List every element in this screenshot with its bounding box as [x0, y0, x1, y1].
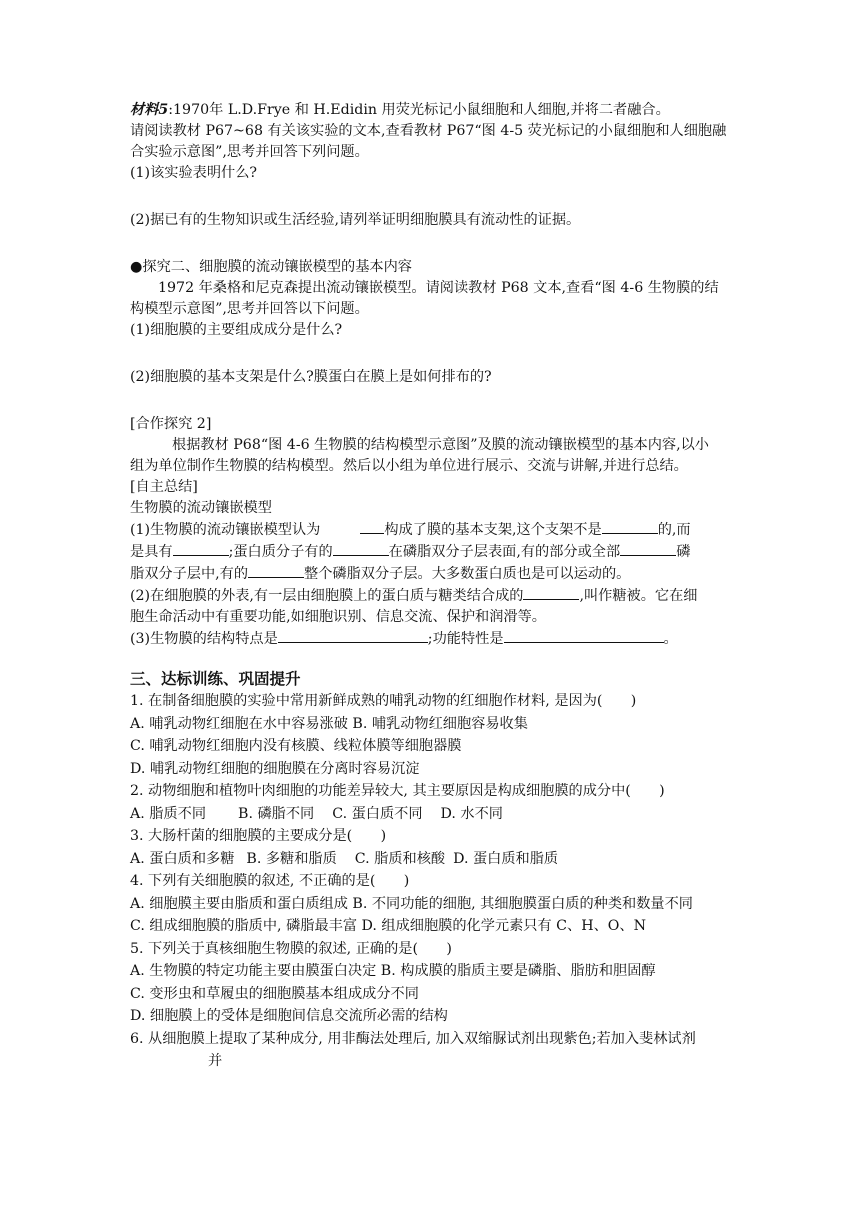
question-5-option-c: C. 变形虫和草履虫的细胞膜基本组成成分不同	[130, 985, 419, 1002]
summary-text: 。	[663, 631, 678, 647]
option: A. 蛋白质和多糖	[130, 850, 235, 867]
option: C. 脂质和核酸	[354, 850, 446, 867]
option: C. 蛋白质不同	[332, 805, 423, 822]
question-2-options	[130, 803, 732, 826]
question-3-options	[130, 848, 732, 871]
explore2-intro-2: 构模型示意图”,思考并回答以下问题。	[130, 301, 369, 317]
option: B. 磷脂不同	[238, 805, 315, 822]
option: B. 多糖和脂质	[246, 850, 337, 867]
fill-blank[interactable]	[248, 563, 304, 578]
fill-blank[interactable]	[602, 519, 658, 534]
summary-text: ;蛋白质分子有的	[228, 544, 333, 560]
summary-text: 脂双分子层中,有的	[130, 566, 249, 582]
summary-subtitle: 生物膜的流动镶嵌模型	[130, 500, 272, 516]
question-5-option-ab: A. 生物膜的特定功能主要由膜蛋白决定 B. 构成膜的脂质主要是磷脂、脂肪和胆固醇	[130, 963, 656, 979]
material5-text: :1970年 L.D.Frye 和 H.Edidin 用荧光标记小鼠细胞和人细胞,并将二者融合。	[168, 102, 670, 118]
fill-blank[interactable]	[523, 585, 579, 600]
fill-blank[interactable]	[278, 628, 428, 643]
question-5: 5. 下列关于真核细胞生物膜的叙述, 正确的是( )	[130, 940, 452, 957]
explore2-intro-1: 1972 年桑格和尼克森提出流动镶嵌模型。请阅读教材 P68 文本,查看“图 4-6 生物膜的结	[158, 280, 719, 296]
section3-title: 三、达标训练、巩固提升	[130, 670, 301, 688]
question-5-option-d: D. 细胞膜上的受体是细胞间信息交流所必需的结构	[130, 1008, 448, 1024]
material5-instruction-1: 请阅读教材 P67~68 有关该实验的文本,查看教材 P67“图 4-5 荧光标记的小鼠细胞和人细胞融	[130, 123, 727, 139]
summary-text: ;功能特性是	[427, 631, 504, 647]
coop-line-2: 组为单位制作生物膜的结构模型。然后以小组为单位进行展示、交流与讲解,并进行总结。	[130, 458, 688, 474]
summary-text: 磷	[676, 544, 691, 560]
fill-blank[interactable]	[333, 541, 389, 556]
fill-blank[interactable]	[620, 541, 676, 556]
summary-text: ,叫作糖被。它在细	[579, 588, 698, 604]
summary-text: (3)生物膜的结构特点是	[130, 631, 278, 647]
summary-text: (2)在细胞膜的外表,有一层由细胞膜上的蛋白质与糖类结合成的	[130, 588, 524, 604]
summary-text: (1)生物膜的流动镶嵌模型认为	[130, 522, 321, 538]
summary-text: 整个磷脂双分子层。大多数蛋白质也是可以运动的。	[304, 566, 631, 582]
summary-line-1	[130, 519, 732, 541]
question-1-option-ab: A. 哺乳动物红细胞在水中容易涨破 B. 哺乳动物红细胞容易收集	[130, 715, 528, 732]
summary-text: 是具有	[130, 544, 173, 560]
explore2-question-1: (1)细胞膜的主要组成成分是什么?	[130, 322, 343, 338]
summary-line-3	[130, 563, 732, 585]
question-1: 1. 在制备细胞膜的实验中常用新鲜成熟的哺乳动物的红细胞作材料, 是因为( )	[130, 693, 637, 709]
summary-line-4	[130, 585, 732, 607]
question-4: 4. 下列有关细胞膜的叙述, 不正确的是( )	[130, 873, 410, 889]
material5-question-1: (1)该实验表明什么?	[130, 165, 258, 181]
question-4-option-cd: C. 组成细胞膜的脂质中, 磷脂最丰富 D. 组成细胞膜的化学元素只有 C、H、O、N	[130, 918, 647, 934]
fill-blank[interactable]	[173, 541, 229, 556]
question-1-option-c: C. 哺乳动物红细胞内没有核膜、线粒体膜等细胞器膜	[130, 738, 462, 754]
material5-instruction-2: 合实验示意图”,思考并回答下列问题。	[130, 144, 369, 160]
explore2-question-2: (2)细胞膜的基本支架是什么?膜蛋白在膜上是如何排布的?	[130, 369, 492, 385]
question-6-continuation: 并	[208, 1053, 223, 1069]
fill-blank[interactable]	[360, 519, 384, 534]
material5-label: 材料5	[130, 102, 169, 118]
coop-line-1: 根据教材 P68“图 4-6 生物膜的结构模型示意图”及膜的流动镶嵌模型的基本内容,以小	[172, 437, 709, 453]
material5-line	[130, 100, 732, 121]
option: D. 蛋白质和脂质	[453, 850, 559, 867]
summary-text: 的,而	[657, 522, 691, 538]
summary-text: 构成了膜的基本支架,这个支架不是	[384, 522, 602, 538]
question-1-option-d: D. 哺乳动物红细胞的细胞膜在分离时容易沉淀	[130, 760, 420, 777]
summary-line-5: 胞生命活动中有重要功能,如细胞识别、信息交流、保护和润滑等。	[130, 609, 546, 625]
option: A. 脂质不同	[130, 805, 207, 822]
summary-line-2	[130, 541, 732, 563]
material5-question-2: (2)据已有的生物知识或生活经验,请列举证明细胞膜具有流动性的证据。	[130, 212, 581, 228]
summary-text: 在磷脂双分子层表面,有的部分或全部	[388, 544, 621, 560]
document-content	[130, 100, 732, 1073]
question-2: 2. 动物细胞和植物叶肉细胞的功能差异较大, 其主要原因是构成细胞膜的成分中( )	[130, 783, 665, 799]
explore2-title: ●探究二、细胞膜的流动镶嵌模型的基本内容	[130, 259, 412, 275]
summary-title: [自主总结]	[130, 479, 198, 495]
fill-blank[interactable]	[504, 628, 664, 643]
question-4-option-ab: A. 细胞膜主要由脂质和蛋白质组成 B. 不同功能的细胞, 其细胞膜蛋白质的种类和数量不同	[130, 895, 693, 912]
question-6: 6. 从细胞膜上提取了某种成分, 用非酶法处理后, 加入双缩脲试剂出现紫色;若加入斐林试剂	[130, 1030, 696, 1047]
summary-line-6	[130, 628, 732, 650]
question-3: 3. 大肠杆菌的细胞膜的主要成分是( )	[130, 828, 387, 844]
option: D. 水不同	[440, 805, 503, 822]
coop-title: [合作探究 2]	[130, 416, 212, 432]
